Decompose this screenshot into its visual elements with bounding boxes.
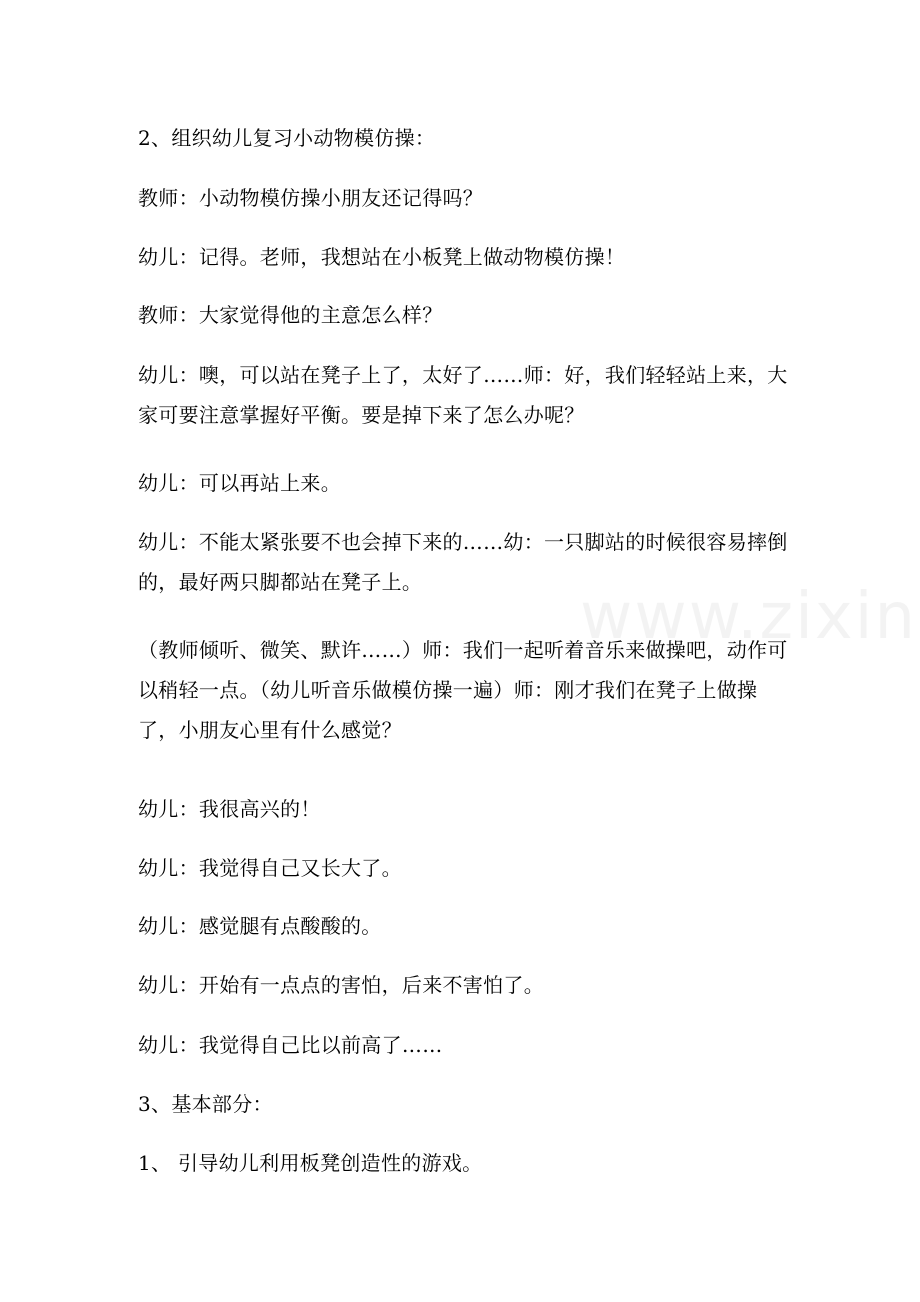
dialogue-line: 幼儿：感觉腿有点酸酸的。 (138, 914, 382, 938)
dialogue-line: 幼儿：记得。老师，我想站在小板凳上做动物模仿操！ (138, 245, 626, 269)
dialogue-line: 幼儿：可以再站上来。 (138, 471, 341, 495)
dialogue-line: 教师：小动物模仿操小朋友还记得吗？ (138, 186, 484, 210)
dialogue-line: 幼儿：不能太紧张要不也会掉下来的……幼：一只脚站的时候很容易摔倒的，最好两只脚都站在凳子上。 (138, 530, 788, 594)
dialogue-line: 幼儿：开始有一点点的害怕，后来不害怕了。 (138, 973, 544, 997)
dialogue-line: 教师：大家觉得他的主意怎么样？ (138, 303, 443, 327)
dialogue-line: 幼儿：我觉得自己又长大了。 (138, 856, 402, 880)
list-item: 1、 引导幼儿利用板凳创造性的游戏。 (138, 1151, 483, 1175)
dialogue-line: 幼儿：我觉得自己比以前高了…… (138, 1033, 443, 1057)
section-heading-basic: 3、基本部分： (138, 1092, 273, 1116)
section-heading-review: 2、组织幼儿复习小动物模仿操： (138, 126, 436, 150)
dialogue-line: 幼儿：我很高兴的！ (138, 797, 321, 821)
dialogue-line: 幼儿：噢，可以站在凳子上了，太好了……师：好，我们轻轻站上来，大家可要注意掌握好平衡。要是掉下来了怎么办呢？ (138, 363, 788, 427)
dialogue-line: （教师倾听、微笑、默许……）师：我们一起听着音乐来做操吧，动作可以稍轻一点。（幼儿听音乐做模仿操一遍）师：刚才我们在凳子上做操了，小朋友心里有什么感觉？ (138, 638, 788, 742)
